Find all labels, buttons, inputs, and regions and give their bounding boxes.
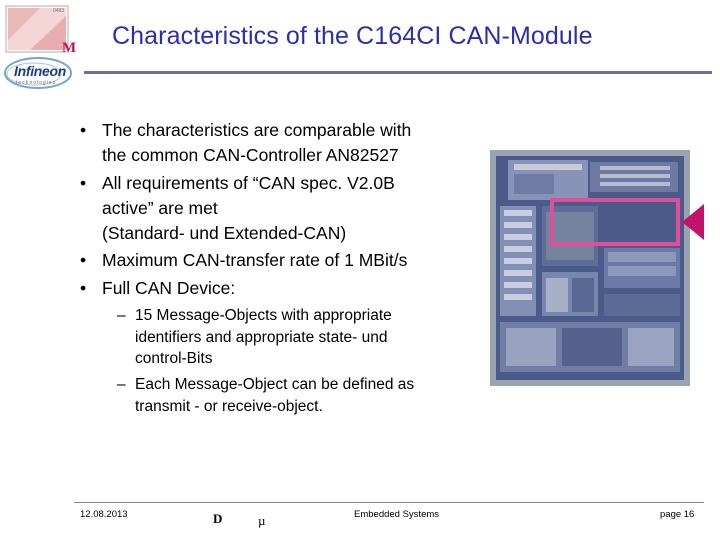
bullet-line: The characteristics are comparable with [102, 120, 412, 140]
infineon-logo [0, 0, 100, 95]
footer-symbol-d: D [213, 511, 223, 526]
bullet-line: All requirements of “CAN spec. V2.0B [102, 173, 395, 193]
logo-brand-name: Infineon [14, 63, 67, 79]
title-divider [84, 71, 712, 74]
footer-course-name: Embedded Systems [354, 509, 440, 520]
sub-bullet-line: Each Message-Object can be defined as [135, 376, 415, 393]
footer-symbol-mu: µ [258, 513, 266, 528]
bullet-marker: • [80, 278, 87, 298]
bullet-marker: • [80, 250, 87, 270]
chip-die-graphic [490, 150, 690, 386]
sub-bullet-line: identifiers and appropriate state- und [135, 328, 388, 346]
sub-bullet-marker: – [117, 376, 126, 393]
bullet-line: active” are met [102, 198, 218, 218]
bullet-marker: • [80, 173, 87, 193]
bullet-line: Full CAN Device: [102, 278, 236, 298]
sub-bullet-line: transmit - or receive-object. [135, 397, 323, 415]
logo-tagline: technologies [16, 80, 57, 86]
bullet-line: the common CAN-Controller AN82527 [102, 145, 399, 165]
sub-bullet-line: control-Bits [135, 350, 213, 367]
pointer-arrow-icon [682, 202, 708, 242]
footer-divider [74, 502, 704, 503]
chip-die-image [490, 150, 690, 386]
corner-mark: 0483 [53, 8, 65, 14]
footer-page-number: page 16 [660, 509, 695, 520]
footer-date: 12.08.2013 [80, 509, 128, 520]
bullet-line: (Standard- und Extended-CAN) [102, 223, 347, 243]
slide-title: Characteristics of the C164CI CAN-Module [112, 22, 593, 50]
sub-bullet-line: 15 Message-Objects with appropriate [135, 307, 392, 324]
bullet-marker: • [80, 120, 87, 140]
sub-bullet-marker: – [117, 307, 126, 324]
bullet-line: Maximum CAN-transfer rate of 1 MBit/s [102, 250, 408, 270]
logo-letter-m: M [62, 40, 77, 56]
